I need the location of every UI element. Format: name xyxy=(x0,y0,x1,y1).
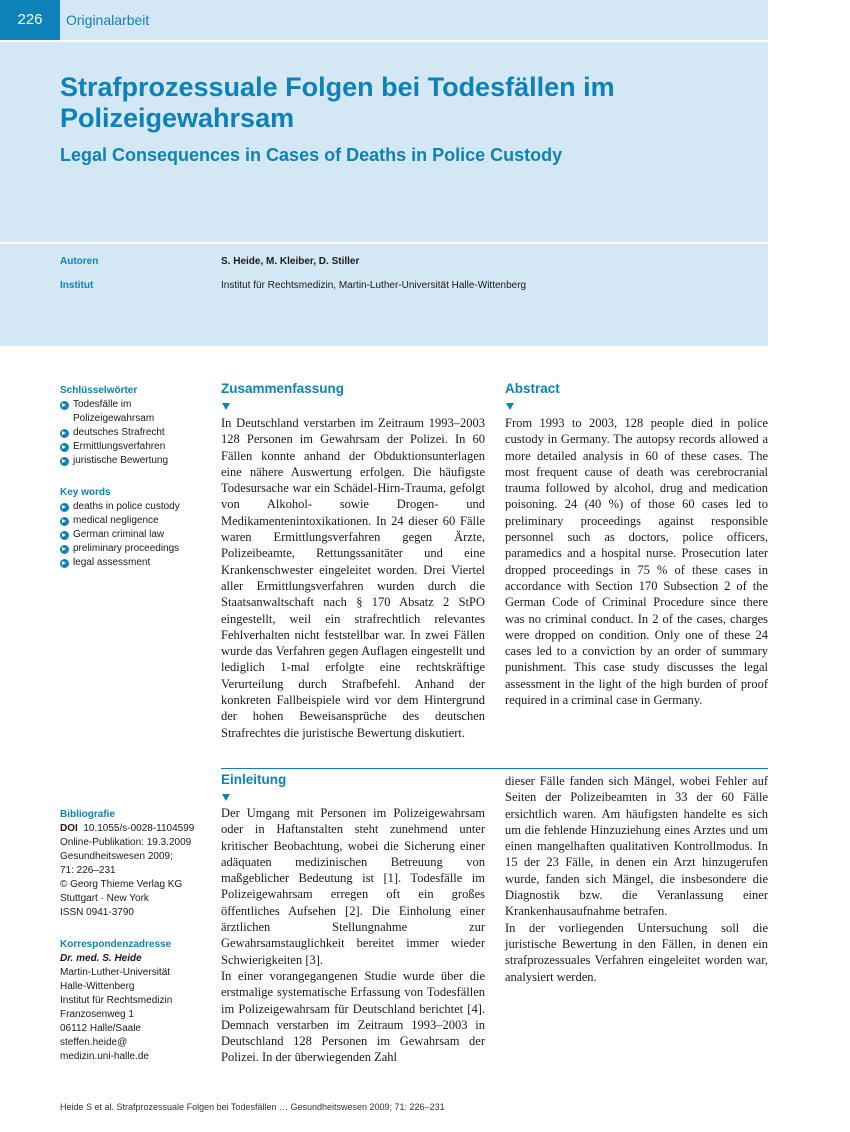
bib-line: Stuttgart · New York xyxy=(60,893,149,904)
authors: S. Heide, M. Kleiber, D. Stiller xyxy=(221,256,360,267)
section-tag: Originalarbeit xyxy=(66,12,150,28)
zusammenfassung-text: In Deutschland verstarben im Zeitraum 1993–2003 128 Personen im Gewahrsam der Polizei. In 60 Fällen konnte anhand der Obduktionsunterlagen eine nähere Auswertung erfolgen. Die häufigste Todesursache war ein Schädel-Hirn-Trauma, gefolgt von Alkohol- sowie Drogen- und Medikamentenintoxikationen. In 24 dieser 60 Fälle waren Ermittlungsverfahren gegen Ärzte, Polizeibeamte, Rettungssanitäter und eine Krankenschwester eingeleitet worden. Drei Viertel aller Ermittlungsverfahren wurden durch die Staatsanwaltschaft nach § 170 Absatz 2 StPO eingestellt, weil ein strafrechtlich relevantes Fehlverhalten nicht feststellbar war. In zwei Fällen wurde das Verfahren gegen Auflagen eingestellt und lediglich 1-mal erfolgte eine rechtskräftige Verurteilung durch Strafbefehl. Anhand der konkreten Fallbeispiele wird vor dem Hintergrund der hohen Beweisansprüche des deutschen Strafrechtes die juristische Bewertung diskutiert. xyxy=(221,416,485,740)
bib-line: © Georg Thieme Verlag KG xyxy=(60,879,183,890)
arrow-bullet-icon xyxy=(60,401,69,410)
arrow-bullet-icon xyxy=(60,545,69,554)
address-line: 06112 Halle/Saale xyxy=(60,1023,141,1034)
keyword-item: Todesfälle im Polizeigewahrsam xyxy=(60,398,210,426)
keyword-item: preliminary proceedings xyxy=(60,542,210,556)
correspondence-heading: Korrespondenzadresse xyxy=(60,939,172,950)
correspondence xyxy=(60,938,210,1064)
keyword-item: deutsches Strafrecht xyxy=(60,426,210,440)
bib-line: Online-Publikation: 19.3.2009 xyxy=(60,837,192,848)
doi-line xyxy=(60,822,210,836)
title-english: Legal Consequences in Cases of Deaths in Police Custody xyxy=(60,145,563,165)
abstract-text: From 1993 to 2003, 128 people died in police custody in Germany. The autopsy records allowed a more detailed analysis in 60 of these cases. The most frequent cause of death was cerebrocranial trauma followed by alcohol, drug and medication poisoning. 24 (40 %) of those 60 cases led to preliminary proceedings against responsible personnel such as doctors, police officers, paramedics and a hospital nurse. Prosecution later dropped proceedings in 75 % of these cases in accordance with Section 170 Subsection 2 of the German Code of Criminal Procedure since there was no criminal conduct. In 2 of the cases, charges were dropped on condition. Only one of these 24 cases led to a conviction by an order of summary punishment. This case study discusses the legal assessment in the light of the high burden of proof required in a criminal case in Germany. xyxy=(505,416,768,708)
paragraph: dieser Fälle fanden sich Mängel, wobei Fehler auf Seiten der Polizeibeamten in 33 der 60 Fälle ersichtlich waren. Am häufigsten handelte es sich um die fehlende Hinzuziehung eines Arztes und um einen mangelhaften qualitativen Kontrollmodus. In 15 der 23 Fälle, in denen ein Arzt hinzugerufen wurde, fanden sich Mängel, die insbesondere die Diagnostik bzw. die Veranlassung einer Krankenhausaufnahme betrafen. xyxy=(505,774,768,919)
arrow-bullet-icon xyxy=(60,531,69,540)
correspondence-name: Dr. med. S. Heide xyxy=(60,953,142,964)
triangle-marker-icon xyxy=(506,403,514,410)
keyword-item: deaths in police custody xyxy=(60,500,210,514)
arrow-bullet-icon xyxy=(60,517,69,526)
keywords-english xyxy=(60,486,210,570)
arrow-bullet-icon xyxy=(60,443,69,452)
authors-label: Autoren xyxy=(60,256,99,267)
bibliography xyxy=(60,808,210,920)
keywords-english-heading: Key words xyxy=(60,487,111,498)
einleitung-heading: Einleitung xyxy=(221,772,287,787)
page-number: 226 xyxy=(0,0,60,40)
paragraph: In der vorliegenden Untersuchung soll die juristische Bewertung in den Fällen, in denen ein strafprozessuales Verfahren eingeleitet worden war, analysiert werden. xyxy=(505,920,768,984)
keyword-item: German criminal law xyxy=(60,528,210,542)
band-divider xyxy=(0,40,768,42)
keyword-item: medical negligence xyxy=(60,514,210,528)
bibliography-heading: Bibliografie xyxy=(60,809,116,820)
arrow-bullet-icon xyxy=(60,503,69,512)
paragraph: In einer vorangegangenen Studie wurde über die erstmalige systematische Erfassung von Todesfällen im Polizeigewahrsam für Deutschland berichtet [4]. Demnach verstarben im Zeitraum 1993–2003 in Deutschland 128 Personen im Gewahrsam der Polizei. In der überwiegenden Zahl xyxy=(221,968,485,1065)
arrow-bullet-icon xyxy=(60,457,69,466)
doi-label: DOI xyxy=(60,823,78,834)
doi-value: 10.1055/s-0028-1104599 xyxy=(83,823,195,834)
address-line: Halle-Wittenberg xyxy=(60,981,135,992)
einleitung-col1 xyxy=(221,805,485,1066)
band-divider xyxy=(0,242,768,244)
address-line: Martin-Luther-Universität xyxy=(60,967,171,978)
triangle-marker-icon xyxy=(222,794,230,801)
zusammenfassung-heading: Zusammenfassung xyxy=(221,381,345,396)
abstract-heading: Abstract xyxy=(505,381,560,396)
bib-line: Gesundheitswesen 2009; xyxy=(60,851,173,862)
header-band xyxy=(0,0,768,346)
address-line: Franzosenweg 1 xyxy=(60,1009,134,1020)
arrow-bullet-icon xyxy=(60,559,69,568)
arrow-bullet-icon xyxy=(60,429,69,438)
bib-line: 71: 226–231 xyxy=(60,865,116,876)
institute: Institut für Rechtsmedizin, Martin-Luther-Universität Halle-Wittenberg xyxy=(221,280,527,291)
keyword-item: legal assessment xyxy=(60,556,210,570)
paragraph: Der Umgang mit Personen im Polizeigewahrsam oder in Haftanstalten steht zunehmend unter kritischer Beobachtung, wobei die Sicherung einer adäquaten medizinischen Betreuung von maßgeblicher Bedeutung ist [1]. Todesfälle im Polizeigewahrsam erregen oft ein großes öffentliches Aufsehen [2]. Die Einholung einer ärztlichen Stellungnahme zur Gewahrsamstauglichkeit bereitet immer wieder Schwierigkeiten [3]. xyxy=(221,806,485,967)
section-rule xyxy=(221,768,768,769)
triangle-marker-icon xyxy=(222,403,230,410)
keyword-item: juristische Bewertung xyxy=(60,454,210,468)
title-german: Strafprozessuale Folgen bei Todesfällen im Polizeigewahrsam xyxy=(60,72,615,133)
bib-line: ISSN 0941-3790 xyxy=(60,907,134,918)
address-line: steffen.heide@ xyxy=(60,1037,128,1048)
institute-label: Institut xyxy=(60,280,94,291)
keywords-german-heading: Schlüsselwörter xyxy=(60,385,138,396)
page-footer: Heide S et al. Strafprozessuale Folgen bei Todesfällen … Gesundheitswesen 2009; 71: 226–231 xyxy=(60,1102,445,1112)
keywords-german xyxy=(60,384,210,468)
address-line: medizin.uni-halle.de xyxy=(60,1051,149,1062)
keyword-item: Ermittlungsverfahren xyxy=(60,440,210,454)
address-line: Institut für Rechtsmedizin xyxy=(60,995,173,1006)
einleitung-col2 xyxy=(505,773,768,985)
